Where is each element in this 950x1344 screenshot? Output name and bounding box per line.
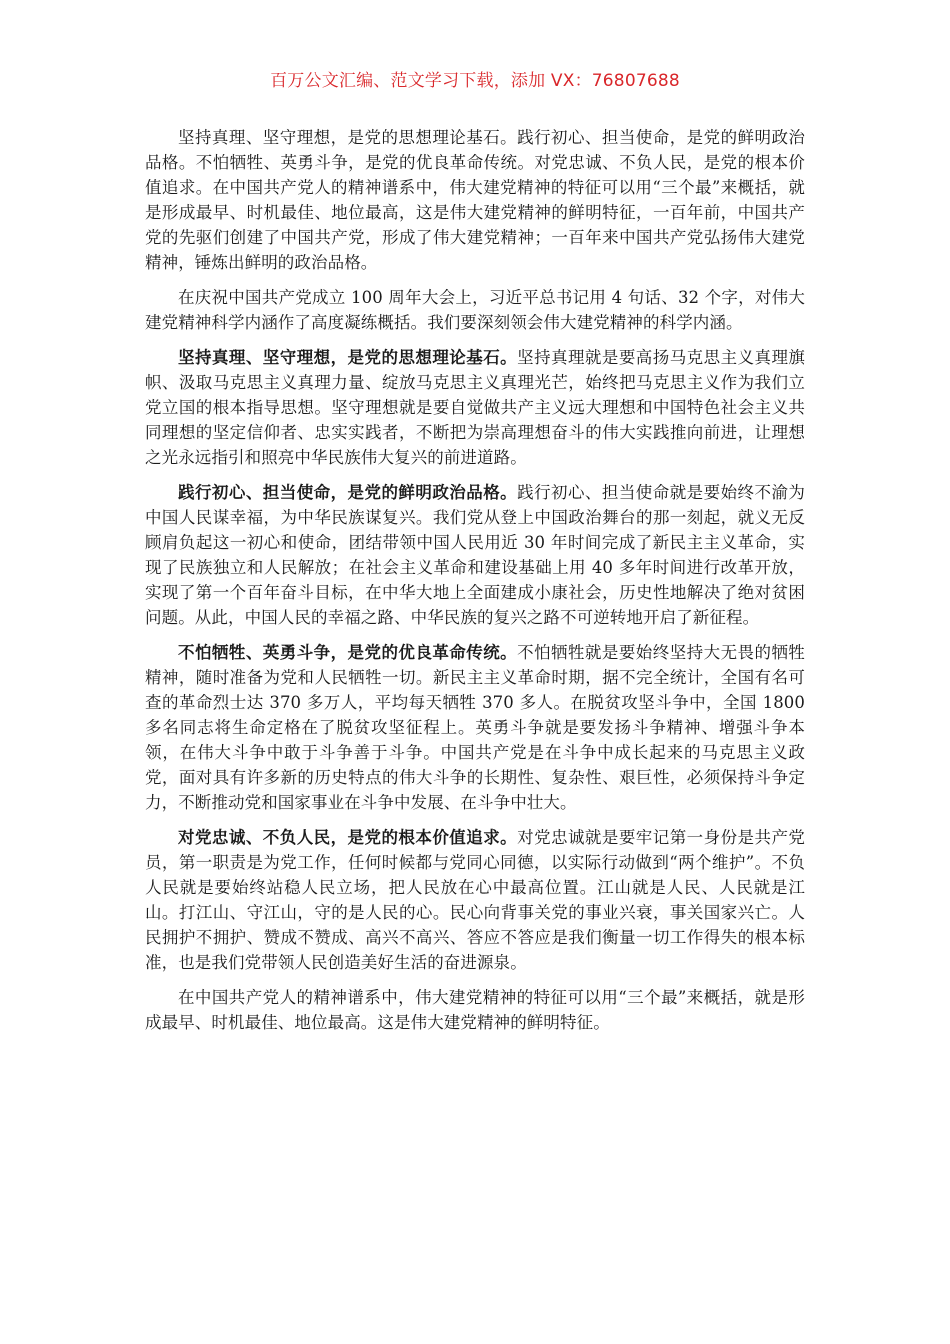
paragraph-text: 坚持真理就是要高扬马克思主义真理旗帜、汲取马克思主义真理力量、绽放马克思主义真理光芒，始终把马克思主义作为我们立党立国的根本指导思想。坚守理想就是要自觉做共产主义远大理想和中国特色社会主义共同理想的坚定信仰者、忠实实践者，不断把为崇高理想奋斗的伟大实践推向前进，让理想之光永远指引和照亮中华民族伟大复兴的前进道路。 [145, 348, 805, 467]
paragraph-2 [145, 285, 805, 335]
paragraph-text: 在庆祝中国共产党成立 100 周年大会上，习近平总书记用 4 句话、32 个字，对伟大建党精神科学内涵作了高度凝练概括。我们要深刻领会伟大建党精神的科学内涵。 [145, 288, 805, 332]
paragraph-text: 在中国共产党人的精神谱系中，伟大建党精神的特征可以用“三个最”来概括，就是形成最早、时机最佳、地位最高。这是伟大建党精神的鲜明特征。 [145, 988, 805, 1032]
document-body [145, 125, 805, 1045]
paragraph-lead: 不怕牺牲、英勇斗争，是党的优良革命传统。 [178, 643, 518, 662]
paragraph-text: 践行初心、担当使命就是要始终不渝为中国人民谋幸福，为中华民族谋复兴。我们党从登上中国政治舞台的那一刻起，就义无反顾肩负起这一初心和使命，团结带领中国人民用近 30 年时间完成了新民主主义革命，实现了民族独立和人民解放；在社会主义革命和建设基础上用 40 多年时间进行改革开放，实现了第一个百年奋斗目标，在中华大地上全面建成小康社会，历史性地解决了绝对贫困问题。从此，中国人民的幸福之路、中华民族的复兴之路不可逆转地开启了新征程。 [145, 483, 805, 627]
paragraph-5 [145, 640, 805, 815]
header-banner: 百万公文汇编、范文学习下载，添加 VX：76807688 [270, 71, 680, 91]
paragraph-1 [145, 125, 805, 275]
paragraph-text: 坚持真理、坚守理想，是党的思想理论基石。践行初心、担当使命，是党的鲜明政治品格。不怕牺牲、英勇斗争，是党的优良革命传统。对党忠诚、不负人民，是党的根本价值追求。在中国共产党人的精神谱系中，伟大建党精神的特征可以用“三个最”来概括，就是形成最早、时机最佳、地位最高，这是伟大建党精神的鲜明特征，一百年前，中国共产党的先驱们创建了中国共产党，形成了伟大建党精神；一百年来中国共产党弘扬伟大建党精神，锤炼出鲜明的政治品格。 [145, 128, 805, 272]
paragraph-7 [145, 985, 805, 1035]
paragraph-6 [145, 825, 805, 975]
paragraph-lead: 坚持真理、坚守理想，是党的思想理论基石。 [178, 348, 518, 367]
paragraph-4 [145, 480, 805, 630]
paragraph-3 [145, 345, 805, 470]
paragraph-lead: 对党忠诚、不负人民，是党的根本价值追求。 [178, 828, 518, 847]
paragraph-text: 不怕牺牲就是要始终坚持大无畏的牺牲精神，随时准备为党和人民牺牲一切。新民主主义革命时期，据不完全统计，全国有名可查的革命烈士达 370 多万人，平均每天牺牲 370 多人。在脱贫攻坚斗争中，全国 1800 多名同志将生命定格在了脱贫攻坚征程上。英勇斗争就是要发扬斗争精神、增强斗争本领，在伟大斗争中敢于斗争善于斗争。中国共产党是在斗争中成长起来的马克思主义政党，面对具有许多新的历史特点的伟大斗争的长期性、复杂性、艰巨性，必须保持斗争定力，不断推动党和国家事业在斗争中发展、在斗争中壮大。 [145, 643, 805, 812]
paragraph-lead: 践行初心、担当使命，是党的鲜明政治品格。 [178, 483, 518, 502]
paragraph-text: 对党忠诚就是要牢记第一身份是共产党员，第一职责是为党工作，任何时候都与党同心同德，以实际行动做到“两个维护”。不负人民就是要始终站稳人民立场，把人民放在心中最高位置。江山就是人民、人民就是江山。打江山、守江山，守的是人民的心。民心向背事关党的事业兴衰，事关国家兴亡。人民拥护不拥护、赞成不赞成、高兴不高兴、答应不答应是我们衡量一切工作得失的根本标准，也是我们党带领人民创造美好生活的奋进源泉。 [145, 828, 805, 972]
